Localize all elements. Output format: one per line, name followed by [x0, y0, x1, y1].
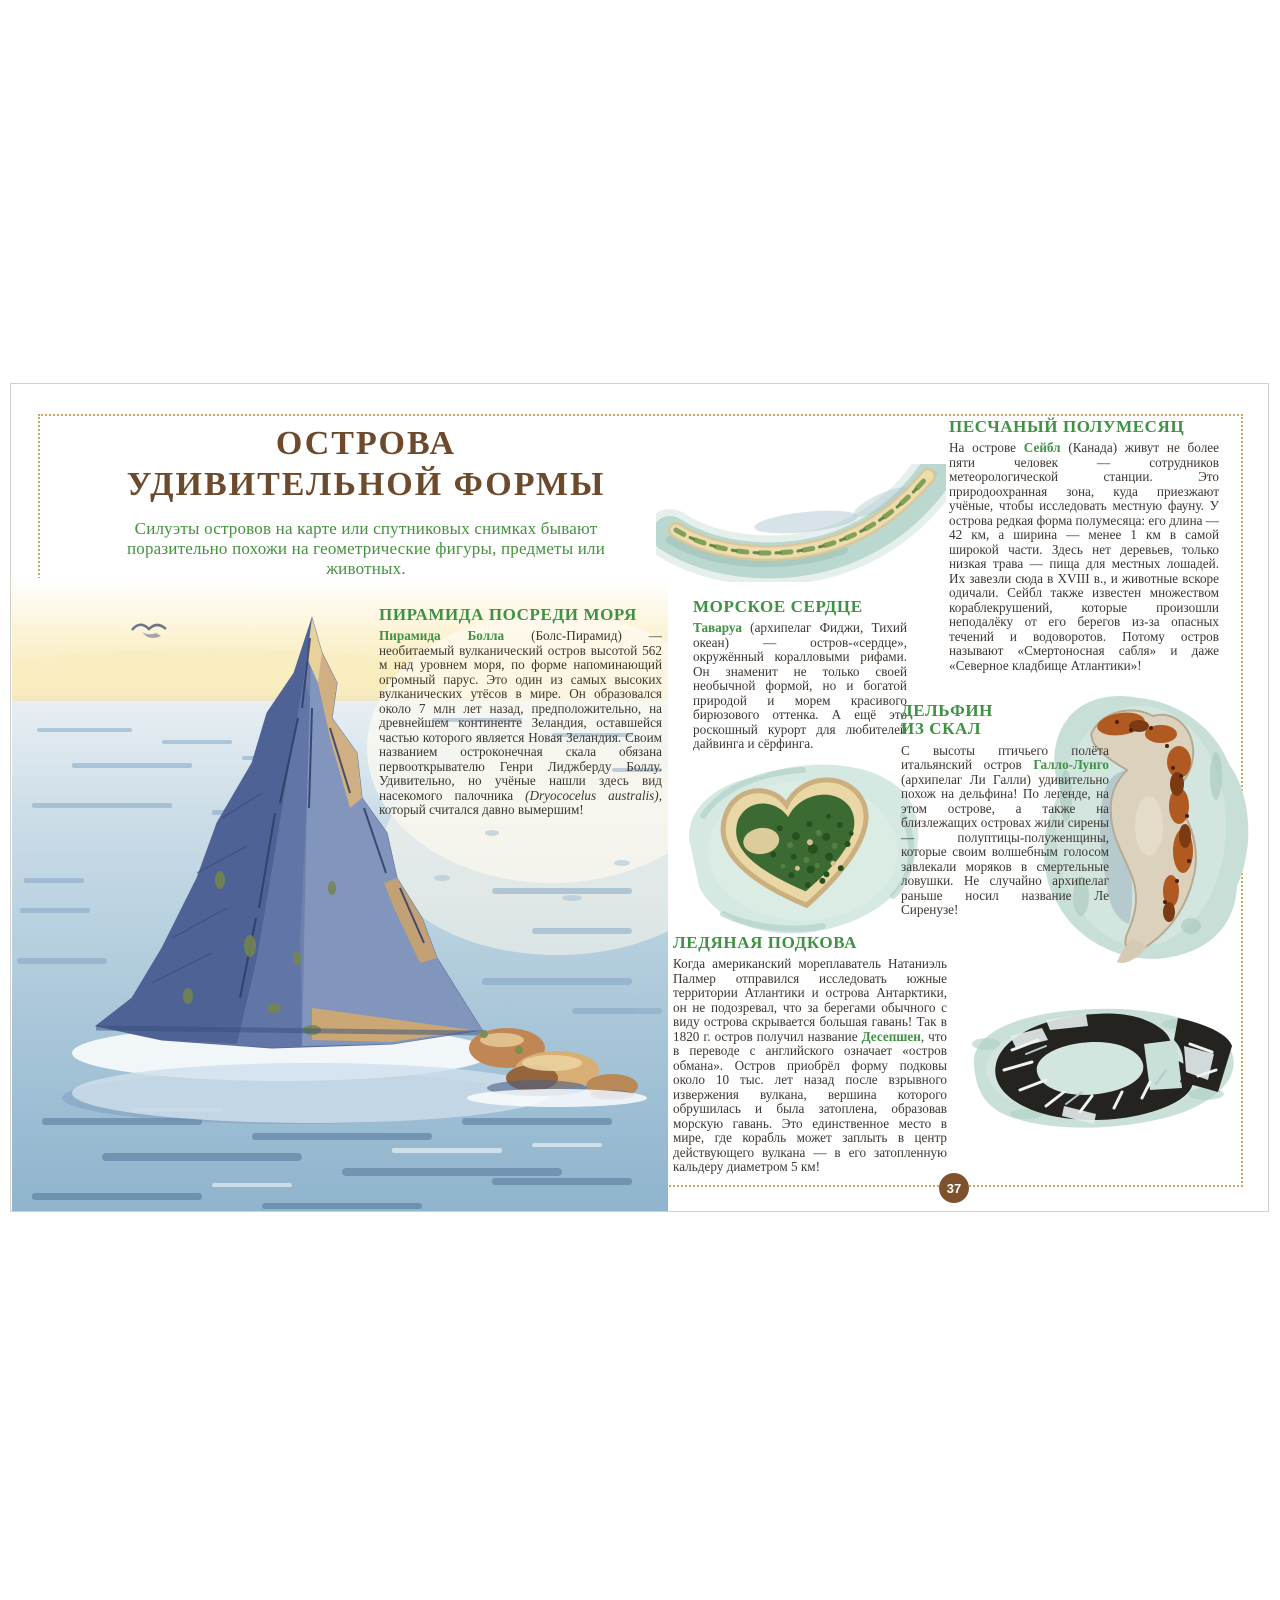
- section-sea-heart-text-post: (архипелаг Фиджи, Тихий океан) — остров-«сердце», окружённый коралловыми рифами. Он знаменит не только своей необычной формой, но и богатой природой и морем красивого бирюзового оттенка. А ещё это роскошный курорт для любителей дайвинга и сёрфинга.: [693, 620, 907, 752]
- section-sandy-crescent-heading: ПЕСЧАНЫЙ ПОЛУМЕСЯЦ: [949, 417, 1185, 436]
- island-name-deception: Десепшен: [861, 1028, 921, 1044]
- island-name-ball-pyramid: Пирамида Болла: [379, 628, 505, 644]
- section-icy-horseshoe-heading: ЛЕДЯНАЯ ПОДКОВА: [673, 933, 857, 952]
- section-pyramid-body: [379, 629, 662, 818]
- sable-crescent-illustration: [656, 464, 946, 582]
- section-dolphin-heading: ДЕЛЬФИН ИЗ СКАЛ: [901, 701, 993, 739]
- page: [10, 383, 1269, 1212]
- section-pyramid-text-1: (Болс-Пирамид) — необитаемый вулканический остров высотой 562 м над уровнем моря, по форме напоминающий огромный парус. Это один из самых высоких вулканических утёсов в мире. Он образовался около 7 млн лет назад, предположительно, на древнейшем континенте Зеландия, оставшейся частью которого является Новая Зеландия. Своим названием остроконечная скала обязана первооткрывателю Генри Лиджберду Боллу. Удивительно, но учёные нашли здесь вид насекомого палочника: [379, 628, 662, 803]
- section-dolphin-body: [901, 744, 1109, 918]
- page-number: 37: [946, 1180, 962, 1196]
- section-sandy-crescent: [949, 418, 1219, 673]
- section-pyramid-heading: ПИРАМИДА ПОСРЕДИ МОРЯ: [379, 605, 637, 624]
- section-icy-horseshoe-text-post: , что в переводе с английского означает «остров обмана». Остров приобрёл форму подковы около 10 тыс. лет назад после взрывного извержения вулкана, вершина которого обрушилась и была затоплена, образовав морскую гавань. Это единственное место в мире, где корабль может заплыть в центр действующего вулкана — в его затопленную кальдеру диаметром 5 км!: [673, 1028, 947, 1175]
- page-header: [96, 424, 636, 580]
- section-sandy-crescent-text-pre: На острове: [949, 440, 1024, 456]
- island-name-sable: Сейбл: [1023, 440, 1061, 456]
- section-sandy-crescent-text-post: (Канада) живут не более пяти человек — сотрудников метеорологической станции. Это природоохранная зона, куда приезжают учёные, чтобы исследовать местную фауну. У острова редкая форма полумесяца: его длина — 42 км, а ширина — менее 1 км в самой широкой части. Здесь нет деревьев, только низкая трава — пища для местных лошадей. Их завезли сюда в XVIII в., и животные вскоре одичали. Сейбл также известен множеством кораблекрушений, которые произошли неподалёку от его берегов из-за опасных течений и водоворотов. Потому остров называют «Смертоносная сабля» и даже «Северное кладбище Атлантики»!: [949, 440, 1219, 673]
- page-title: [96, 424, 636, 506]
- section-pyramid: [379, 606, 662, 818]
- section-icy-horseshoe-text-pre: Когда американский мореплаватель Натаниэль Палмер отправился исследовать южные территории Атлантики и острова Антарктики, он не подозревал, что за берегами обычного с виду острова скрывается большая гавань! Так в 1820 г. остров получил название: [673, 956, 947, 1044]
- deception-horseshoe-illustration: [946, 984, 1252, 1144]
- page-title-line2: УДИВИТЕЛЬНОЙ ФОРМЫ: [126, 465, 606, 503]
- island-name-tavarua: Таваруа: [693, 620, 742, 636]
- section-sandy-crescent-body: [949, 441, 1219, 673]
- latin-species-name: (Dryococelus australis),: [525, 787, 662, 803]
- section-icy-horseshoe: [673, 934, 947, 1175]
- section-sea-heart-heading: МОРСКОЕ СЕРДЦЕ: [693, 597, 863, 616]
- section-sea-heart-body: [693, 621, 907, 752]
- section-dolphin: [901, 702, 1109, 918]
- section-pyramid-text-2: который считался давно вымершим!: [379, 802, 584, 818]
- section-icy-horseshoe-body: [673, 957, 947, 1175]
- page-subtitle: Силуэты островов на карте или спутниковых снимках бывают поразительно похожи на геометрические фигуры, предметы или животных.: [126, 518, 606, 579]
- section-dolphin-text-pre: С высоты птичьего полёта итальянский остров: [901, 742, 1109, 773]
- section-dolphin-text-post: (архипелаг Ли Галли) удивительно похож на дельфина! По легенде, на этом острове, а также на близлежащих островах жили сирены — полуптицы-полуженщины, которые своим волшебным голосом завлекали моряков в смертельные ловушки. Не случайно архипелаг раньше носил название Ле Сиренузе!: [901, 771, 1109, 918]
- page-title-line1: ОСТРОВА: [275, 425, 457, 462]
- section-sea-heart: [693, 598, 907, 752]
- tavarua-heart-illustration: [663, 756, 925, 941]
- page-number-badge: [939, 1173, 969, 1203]
- island-name-gallo-lungo: Галло-Лунго: [1033, 757, 1109, 773]
